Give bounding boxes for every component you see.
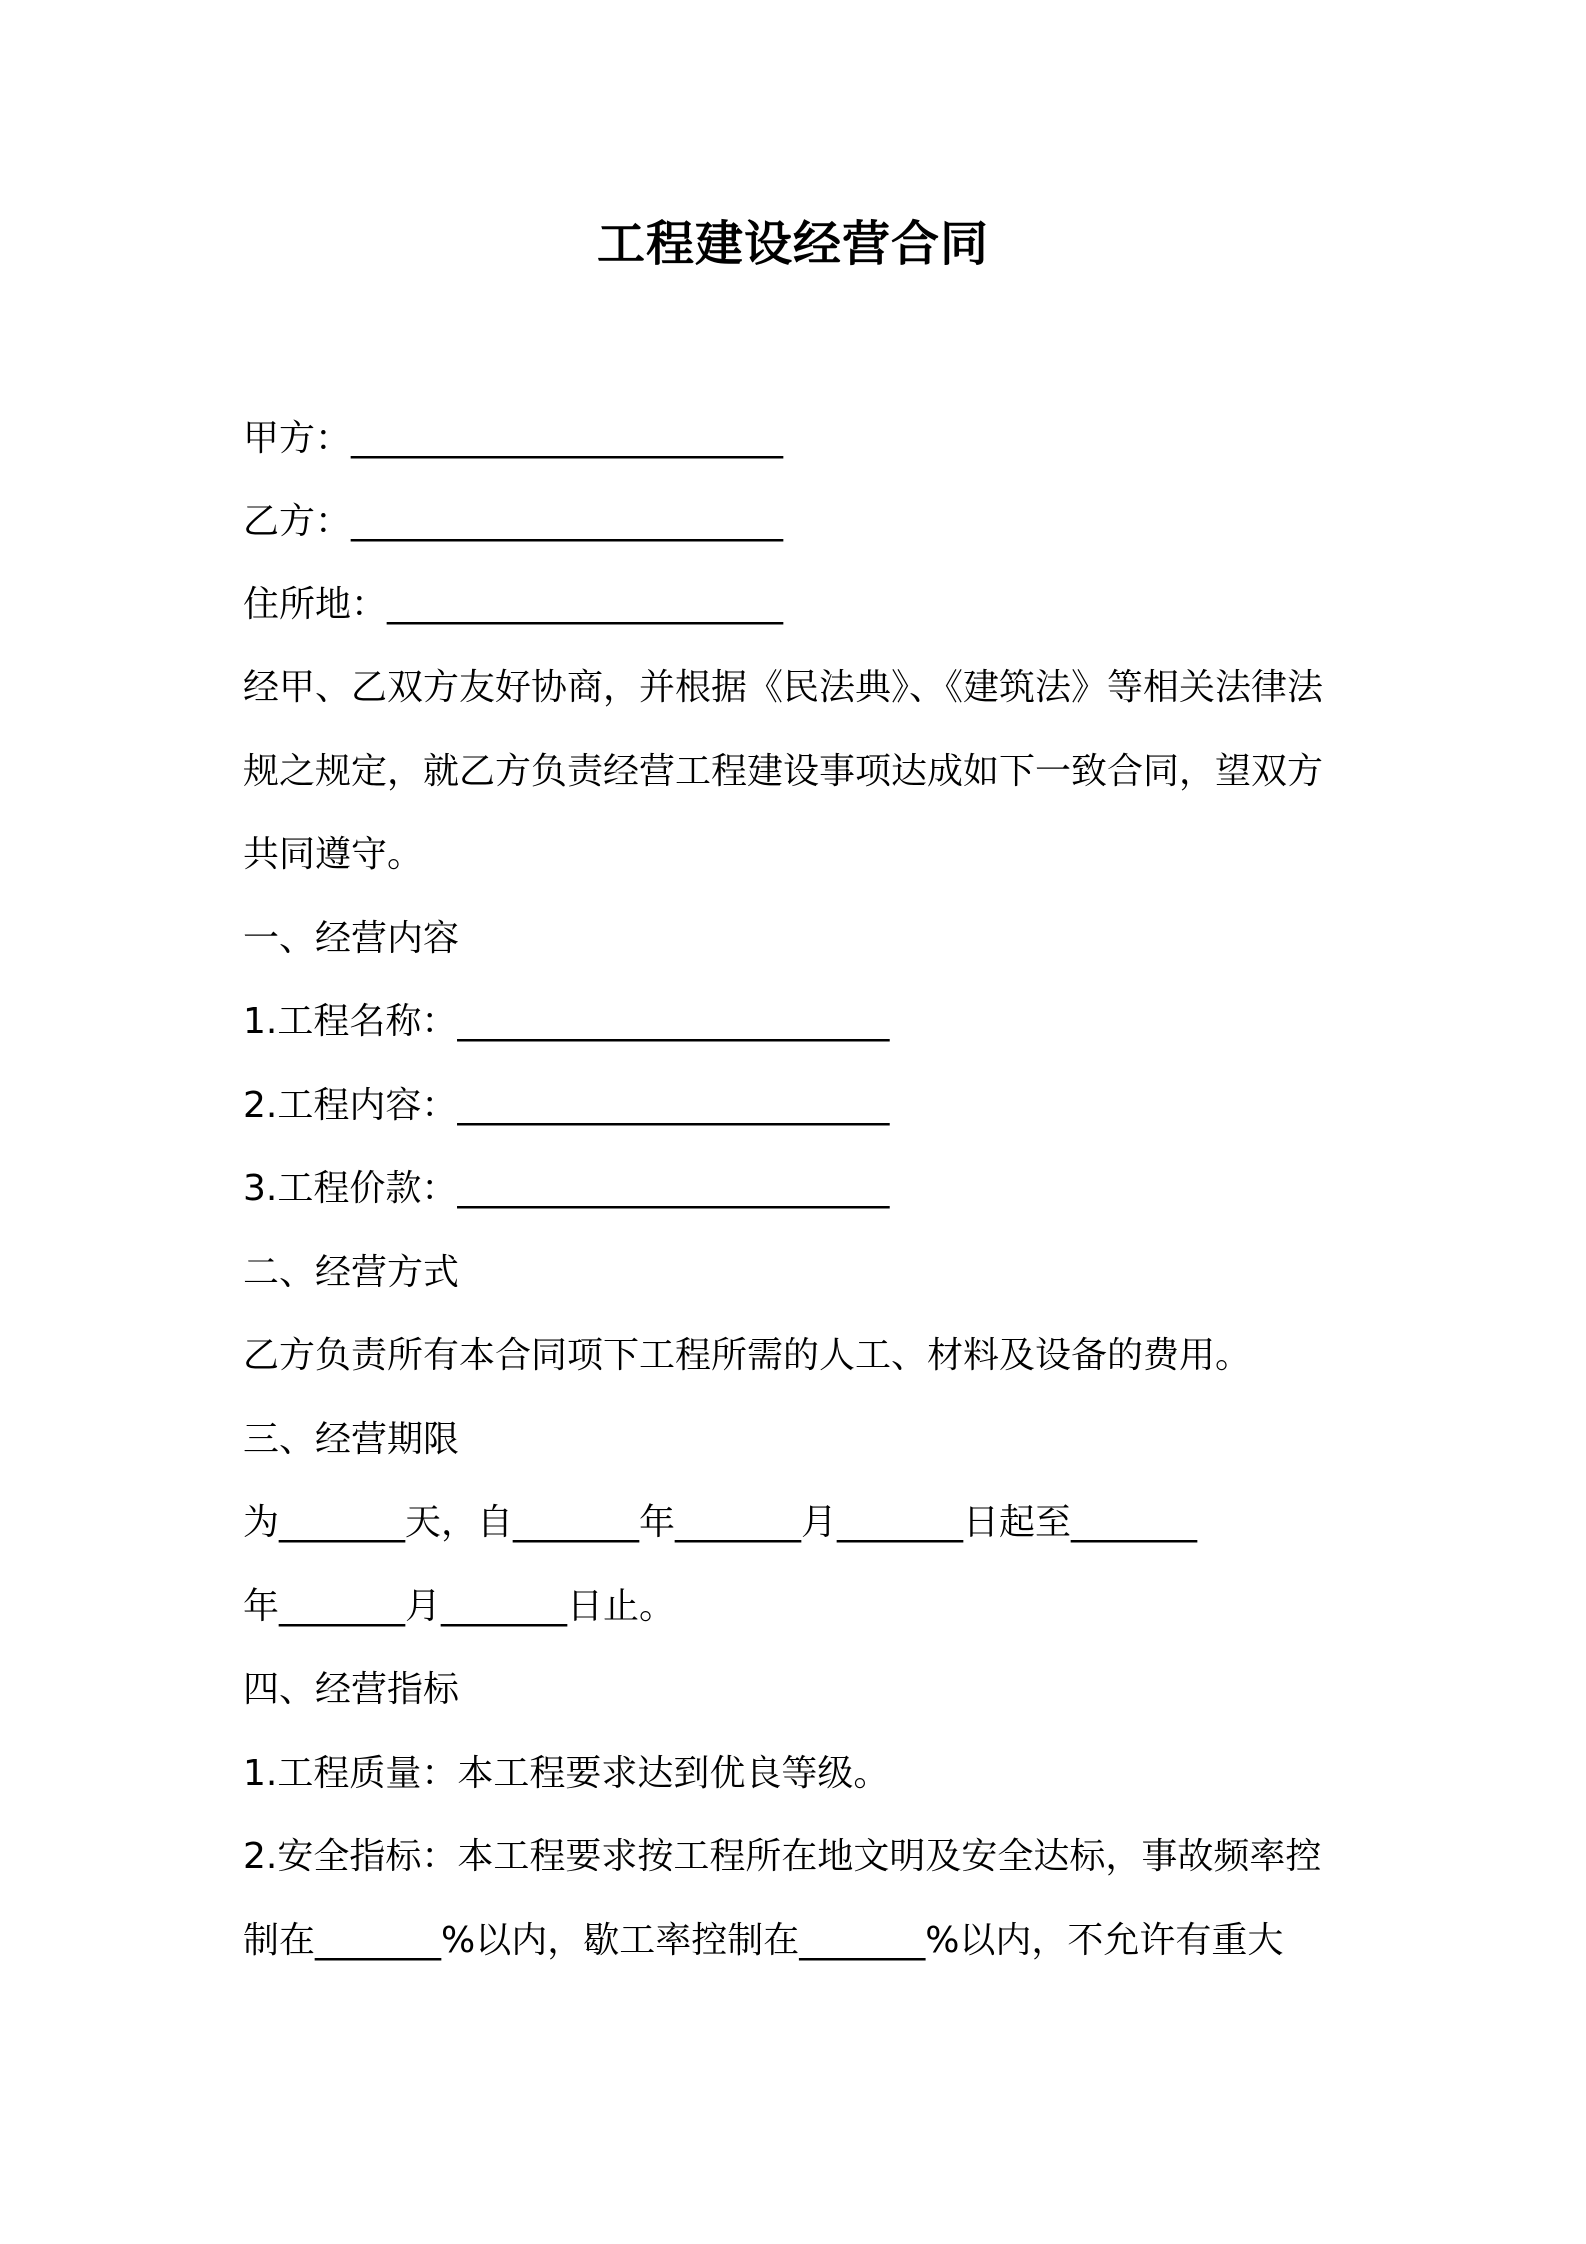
term-line-1: 为_______天，自_______年_______月_______日起至_______ <box>243 1502 1198 1543</box>
party-a-line: 甲方：________________________ <box>243 418 784 459</box>
operation-method-line: 乙方负责所有本合同项下工程所需的人工、材料及设备的费用。 <box>243 1335 1252 1376</box>
intro-paragraph-line-2: 规之规定，就乙方负责经营工程建设事项达成如下一致合同，望双方 <box>243 751 1324 792</box>
term-line-2: 年_______月_______日止。 <box>243 1586 676 1627</box>
document-title: 工程建设经营合同 <box>596 216 989 272</box>
section-1-heading: 一、经营内容 <box>243 918 460 959</box>
address-line: 住所地：______________________ <box>243 584 784 625</box>
project-price-line: 3.工程价款：________________________ <box>243 1168 890 1209</box>
section-4-heading: 四、经营指标 <box>243 1669 460 1710</box>
section-2-heading: 二、经营方式 <box>243 1252 460 1293</box>
section-3-heading: 三、经营期限 <box>243 1419 460 1460</box>
intro-paragraph-line-3: 共同遵守。 <box>243 834 424 875</box>
party-b-line: 乙方：________________________ <box>243 501 784 542</box>
safety-indicator-line-2: 制在_______%以内，歇工率控制在_______%以内，不允许有重大 <box>243 1920 1284 1961</box>
safety-indicator-line-1: 2.安全指标：本工程要求按工程所在地文明及安全达标，事故频率控 <box>243 1836 1322 1877</box>
quality-indicator-line: 1.工程质量：本工程要求达到优良等级。 <box>243 1753 890 1794</box>
intro-paragraph-line-1: 经甲、乙双方友好协商，并根据《民法典》、《建筑法》等相关法律法 <box>243 667 1324 708</box>
project-content-line: 2.工程内容：________________________ <box>243 1085 890 1126</box>
project-name-line: 1.工程名称：________________________ <box>243 1001 890 1042</box>
